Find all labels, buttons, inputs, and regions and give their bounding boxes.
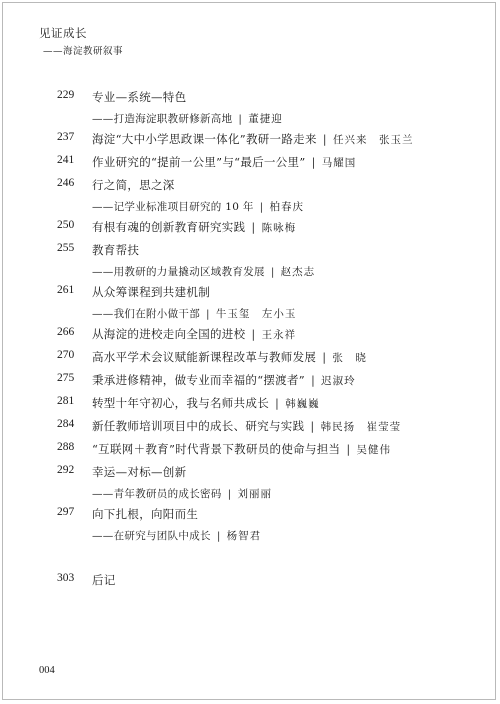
toc-separator: |: [251, 220, 256, 234]
toc-title-text: 专业—系统—特色: [92, 90, 187, 104]
toc-separator: |: [346, 442, 351, 456]
toc-title: [92, 284, 210, 300]
running-title: 见证成长: [39, 26, 87, 40]
toc-separator: |: [259, 201, 264, 213]
toc-subtitle-text: ——在研究与团队中成长: [92, 530, 211, 542]
toc-title-text: 后记: [92, 573, 116, 587]
toc-title: [92, 572, 116, 588]
toc-page-number: 241: [57, 154, 75, 166]
toc-page-number: 303: [57, 572, 75, 584]
toc-page-number: 297: [57, 506, 75, 518]
toc-page-number: 288: [57, 441, 75, 453]
toc-separator: |: [216, 530, 221, 542]
toc-author: 吴健伟: [356, 444, 392, 456]
toc-subtitle: [92, 111, 283, 126]
toc-author: 王永祥: [261, 329, 297, 341]
toc-title: [92, 441, 391, 457]
toc-separator: |: [310, 419, 315, 433]
toc-page-number: 275: [57, 372, 75, 384]
toc-separator: |: [251, 327, 256, 341]
toc-author: 牛玉玺 左小玉: [215, 308, 297, 320]
toc-author: 陈咏梅: [261, 222, 297, 234]
toc-title: [92, 349, 367, 365]
toc-title: [92, 464, 186, 480]
toc-page-number: 246: [57, 177, 75, 189]
toc-title: [92, 372, 356, 388]
toc-title-text: 从众筹课程到共建机制: [92, 285, 210, 299]
toc-subtitle: [92, 306, 296, 321]
toc-title-text: 新任教师培训项目中的成长、研究与实践: [92, 419, 305, 433]
toc-separator: |: [322, 132, 327, 146]
toc-title-text: 从海淀的进校走向全国的进校: [92, 327, 246, 341]
toc-author: 刘丽丽: [237, 488, 272, 500]
toc-title-text: 高水平学术会议赋能新课程改革与教师发展: [92, 350, 317, 364]
toc-title: [92, 89, 186, 105]
toc-title-text: 幸运—对标—创新: [92, 465, 187, 479]
toc-author: 任兴来 张玉兰: [332, 134, 414, 146]
toc-title-text: 海淀“大中小学思政课一体化”教研一路走来: [92, 132, 317, 146]
toc-title: [92, 418, 401, 434]
running-subtitle: ——海淀教研叙事: [43, 46, 124, 57]
toc-author: 迟淑玲: [321, 375, 356, 387]
toc-subtitle-text: ——打造海淀职教研修新高地: [92, 113, 233, 125]
toc-page-number: 292: [57, 464, 75, 476]
toc-separator: |: [322, 350, 327, 364]
toc-separator: |: [270, 266, 275, 278]
toc-subtitle-text: ——记学业标准项目研究的 10 年: [92, 201, 254, 213]
toc-page-number: 270: [57, 349, 75, 361]
toc-subtitle: [92, 486, 272, 501]
toc-page-number: 237: [57, 131, 75, 143]
toc-subtitle-text: ——用教研的力量撬动区域教育发展: [92, 266, 265, 278]
toc-title: [92, 219, 296, 235]
toc-author: 董捷迎: [248, 113, 283, 125]
toc-separator: |: [227, 488, 232, 500]
toc-page-number: 255: [57, 242, 75, 254]
toc-title-text: 秉承进修精神，做专业而幸福的“摆渡者”: [92, 373, 305, 387]
toc-title-text: “互联网＋教育”时代背景下教研员的使命与担当: [92, 442, 341, 456]
toc-separator: |: [275, 396, 280, 410]
toc-title-text: 向下扎根，向阳而生: [92, 507, 199, 521]
toc-subtitle: [92, 528, 261, 543]
toc-title: [92, 154, 356, 170]
toc-title-text: 转型十年守初心，我与名师共成长: [92, 396, 269, 410]
toc-page-number: 229: [57, 89, 75, 101]
toc-separator: |: [311, 155, 316, 169]
toc-title: [92, 395, 320, 411]
toc-page-number: 261: [57, 284, 75, 296]
toc-subtitle-text: ——青年教研员的成长密码: [92, 488, 222, 500]
toc-title: [92, 177, 175, 193]
toc-title: [92, 506, 198, 522]
toc-separator: |: [310, 373, 316, 387]
toc-author: 柏春庆: [269, 201, 304, 213]
toc-page-number: 250: [57, 219, 75, 231]
page: [2, 2, 496, 700]
toc-title: [92, 326, 296, 342]
table-of-contents: [3, 3, 495, 699]
page-number: 004: [39, 665, 55, 676]
toc-author: 韩巍巍: [285, 398, 320, 410]
toc-subtitle: [92, 264, 315, 279]
toc-author: 韩民扬 崔莹莹: [320, 421, 402, 433]
toc-page-number: 284: [57, 418, 75, 430]
toc-author: 张 晓: [332, 352, 367, 364]
toc-author: 杨智君: [226, 530, 262, 542]
toc-page-number: 266: [57, 326, 75, 338]
toc-author: 赵杰志: [280, 266, 316, 278]
toc-page-number: 281: [57, 395, 75, 407]
toc-title: [92, 242, 139, 258]
toc-title: [92, 131, 413, 147]
toc-subtitle-text: ——我们在附小做干部: [92, 308, 200, 320]
toc-title-text: 作业研究的“提前一公里”与“最后一公里”: [92, 155, 306, 169]
toc-title-text: 教育帮扶: [92, 243, 140, 257]
toc-subtitle: [92, 199, 304, 214]
toc-title-text: 有根有魂的创新教育研究实践: [92, 220, 246, 234]
toc-separator: |: [238, 113, 243, 125]
toc-separator: |: [206, 308, 210, 320]
toc-title-text: 行之简，思之深: [92, 178, 175, 192]
toc-author: 马耀国: [321, 157, 357, 169]
